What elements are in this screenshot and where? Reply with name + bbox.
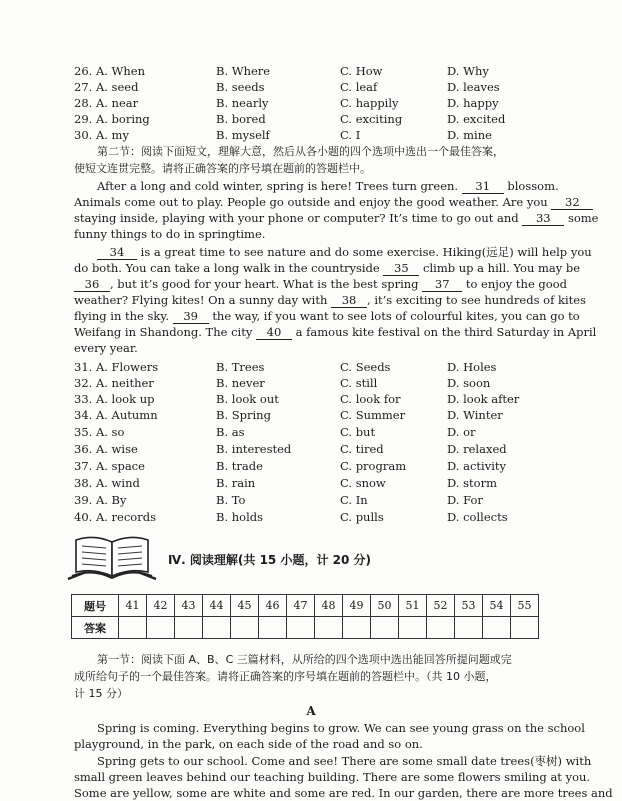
question-number: 50 — [371, 595, 399, 617]
options-row-32 — [0, 375, 622, 391]
passage-line — [74, 324, 597, 340]
answer-cell[interactable] — [343, 617, 371, 639]
option-d: D. Holes — [447, 360, 497, 374]
question-number: 47 — [287, 595, 315, 617]
answer-cell[interactable] — [119, 617, 147, 639]
answer-cell[interactable] — [427, 617, 455, 639]
option-c: C. pulls — [340, 510, 384, 524]
passage-text: a famous kite festival on the third Saturday in April — [295, 325, 597, 339]
answer-cell[interactable] — [259, 617, 287, 639]
table-row — [72, 595, 539, 617]
question-number: 44 — [203, 595, 231, 617]
option-d: D. collects — [447, 510, 508, 524]
blank-32: 32 — [551, 196, 593, 210]
passage-text: flying in the sky. — [74, 309, 169, 323]
passage-a-line: Some are yellow, some are white and some are red. In our garden, there are more trees and — [74, 786, 613, 800]
options-row-29 — [0, 111, 622, 127]
passage-line: funny things to do in springtime. — [74, 227, 266, 241]
options-row-33 — [0, 391, 622, 407]
options-row-40 — [0, 509, 622, 525]
option-c: C. still — [340, 376, 378, 390]
answer-cell[interactable] — [371, 617, 399, 639]
option-a: 29. A. boring — [74, 112, 150, 126]
answer-cell[interactable] — [511, 617, 539, 639]
options-row-38 — [0, 475, 622, 491]
passage-line — [74, 308, 580, 324]
table-header-answer: 答案 — [72, 617, 119, 639]
passage-line: every year. — [74, 341, 138, 355]
question-number: 53 — [455, 595, 483, 617]
passage-text: staying inside, playing with your phone or computer? It’s time to go out and — [74, 211, 519, 225]
question-number: 54 — [483, 595, 511, 617]
options-row-30 — [0, 127, 622, 143]
blank-39: 39 — [173, 310, 209, 324]
question-number: 52 — [427, 595, 455, 617]
answer-cell[interactable] — [175, 617, 203, 639]
option-d: D. look after — [447, 392, 520, 406]
option-b: B. look out — [216, 392, 279, 406]
options-row-35 — [0, 424, 622, 440]
blank-31: 31 — [462, 180, 504, 194]
passage-text: is a great time to see nature and do some exercise. Hiking(远足) will help you — [140, 245, 592, 259]
passage-line — [97, 244, 592, 260]
answer-cell[interactable] — [147, 617, 175, 639]
option-c: C. How — [340, 64, 383, 78]
option-c: C. leaf — [340, 80, 378, 94]
passage-text: After a long and cold winter, spring is here! Trees turn green. — [97, 179, 459, 193]
option-a: 33. A. look up — [74, 392, 155, 406]
option-a: 28. A. near — [74, 96, 139, 110]
passage-line — [74, 292, 586, 308]
answer-cell[interactable] — [203, 617, 231, 639]
option-c: C. happily — [340, 96, 399, 110]
option-c: C. but — [340, 425, 376, 439]
passage-text: Animals come out to play. People go outside and enjoy the good weather. Are you — [74, 195, 548, 209]
option-d: D. For — [447, 493, 483, 507]
options-row-27 — [0, 79, 622, 95]
option-c: C. look for — [340, 392, 401, 406]
option-d: D. soon — [447, 376, 491, 390]
passage-text: blossom. — [507, 179, 559, 193]
question-number: 42 — [147, 595, 175, 617]
options-row-36 — [0, 441, 622, 457]
question-number: 41 — [119, 595, 147, 617]
passage-line — [74, 260, 581, 276]
options-row-28 — [0, 95, 622, 111]
option-a: 30. A. my — [74, 128, 129, 142]
passage-line — [74, 210, 599, 226]
question-number: 55 — [511, 595, 539, 617]
question-number: 48 — [315, 595, 343, 617]
option-b: B. holds — [216, 510, 264, 524]
passage-line — [74, 276, 567, 292]
option-b: B. To — [216, 493, 246, 507]
options-row-39 — [0, 492, 622, 508]
section2-instruction-cont: 使短文连贯完整。请将正确答案的序号填在题前的答题栏中。 — [74, 162, 371, 175]
answer-table — [71, 594, 539, 639]
option-a: 36. A. wise — [74, 442, 138, 456]
option-d: D. storm — [447, 476, 497, 490]
passage-text: Weifang in Shandong. The city — [74, 325, 253, 339]
option-d: D. or — [447, 425, 476, 439]
option-a: 32. A. neither — [74, 376, 154, 390]
option-d: D. Why — [447, 64, 489, 78]
answer-cell[interactable] — [315, 617, 343, 639]
passage-line — [97, 178, 559, 194]
open-book-icon — [66, 532, 158, 582]
passage-text: to enjoy the good — [465, 277, 567, 291]
blank-33: 33 — [522, 212, 564, 226]
options-row-37 — [0, 458, 622, 474]
option-c: C. I — [340, 128, 361, 142]
option-d: D. relaxed — [447, 442, 507, 456]
section4-instruction-cont: 计 15 分） — [74, 687, 128, 700]
option-b: B. never — [216, 376, 265, 390]
answer-cell[interactable] — [399, 617, 427, 639]
section-heading: Ⅳ. 阅读理解(共 15 小题，计 20 分) — [168, 553, 371, 567]
option-b: B. bored — [216, 112, 266, 126]
section2-instruction: 第二节：阅读下面短文，理解大意，然后从各小题的四个选项中选出一个最佳答案， — [97, 145, 504, 158]
answer-cell[interactable] — [455, 617, 483, 639]
blank-34: 34 — [97, 246, 137, 260]
question-number: 51 — [399, 595, 427, 617]
option-d: D. leaves — [447, 80, 500, 94]
passage-text: weather? Flying kites! On a sunny day with — [74, 293, 328, 307]
passage-title: A — [306, 704, 316, 718]
option-a: 39. A. By — [74, 493, 127, 507]
options-row-31 — [0, 359, 622, 375]
passage-a-line: Spring is coming. Everything begins to grow. We can see young grass on the school — [97, 721, 585, 735]
table-header-question: 题号 — [72, 595, 119, 617]
option-a: 38. A. wind — [74, 476, 140, 490]
option-a: 31. A. Flowers — [74, 360, 159, 374]
passage-text: do both. You can take a long walk in the countryside — [74, 261, 380, 275]
answer-cell[interactable] — [483, 617, 511, 639]
question-number: 49 — [343, 595, 371, 617]
option-b: B. rain — [216, 476, 256, 490]
option-b: B. as — [216, 425, 245, 439]
option-b: B. trade — [216, 459, 263, 473]
option-c: C. Summer — [340, 408, 406, 422]
option-c: C. tired — [340, 442, 384, 456]
option-c: C. program — [340, 459, 407, 473]
passage-line — [74, 194, 580, 210]
option-d: D. excited — [447, 112, 506, 126]
option-d: D. happy — [447, 96, 499, 110]
answer-cell[interactable] — [287, 617, 315, 639]
section4-instruction: 第一节：阅读下面 A、B、C 三篇材料，从所给的四个选项中选出能回答所提问题或完 — [97, 653, 512, 666]
blank-37: 37 — [422, 278, 462, 292]
option-c: C. Seeds — [340, 360, 391, 374]
option-a: 27. A. seed — [74, 80, 139, 94]
option-c: C. snow — [340, 476, 386, 490]
blank-40: 40 — [256, 326, 292, 340]
option-a: 37. A. space — [74, 459, 145, 473]
passage-text: , but it’s good for your heart. What is the best spring — [110, 277, 419, 291]
passage-a-line: small green leaves behind our teaching building. There are some flowers smiling at you. — [74, 770, 591, 784]
option-a: 35. A. so — [74, 425, 125, 439]
question-number: 43 — [175, 595, 203, 617]
passage-text: , it’s exciting to see hundreds of kites — [367, 293, 586, 307]
option-b: B. interested — [216, 442, 292, 456]
question-number: 46 — [259, 595, 287, 617]
option-b: B. Where — [216, 64, 271, 78]
blank-35: 35 — [383, 262, 419, 276]
passage-a-line: playground, in the park, on each side of the road and so on. — [74, 737, 423, 751]
passage-text: the way, if you want to see lots of colourful kites, you can go to — [212, 309, 580, 323]
option-b: B. Trees — [216, 360, 265, 374]
question-number: 45 — [231, 595, 259, 617]
blank-38: 38 — [331, 294, 367, 308]
option-b: B. seeds — [216, 80, 265, 94]
option-a: 40. A. records — [74, 510, 156, 524]
option-b: B. nearly — [216, 96, 269, 110]
options-row-26 — [0, 63, 622, 79]
passage-text: some — [567, 211, 599, 225]
option-b: B. Spring — [216, 408, 271, 422]
option-d: D. activity — [447, 459, 507, 473]
answer-cell[interactable] — [231, 617, 259, 639]
table-row — [72, 617, 539, 639]
section4-instruction-cont: 成所给句子的一个最佳答案。请将正确答案的序号填在题前的答题栏中。（共 10 小题， — [74, 670, 497, 683]
option-a: 34. A. Autumn — [74, 408, 158, 422]
option-c: C. In — [340, 493, 368, 507]
options-row-34 — [0, 407, 622, 423]
passage-text: climb up a hill. You may be — [423, 261, 581, 275]
passage-a-line: Spring gets to our school. Come and see! There are some small date trees(枣树) with — [97, 754, 592, 768]
option-a: 26. A. When — [74, 64, 145, 78]
option-d: D. mine — [447, 128, 492, 142]
option-c: C. exciting — [340, 112, 403, 126]
option-d: D. Winter — [447, 408, 503, 422]
option-b: B. myself — [216, 128, 270, 142]
blank-36: 36 — [74, 278, 110, 292]
